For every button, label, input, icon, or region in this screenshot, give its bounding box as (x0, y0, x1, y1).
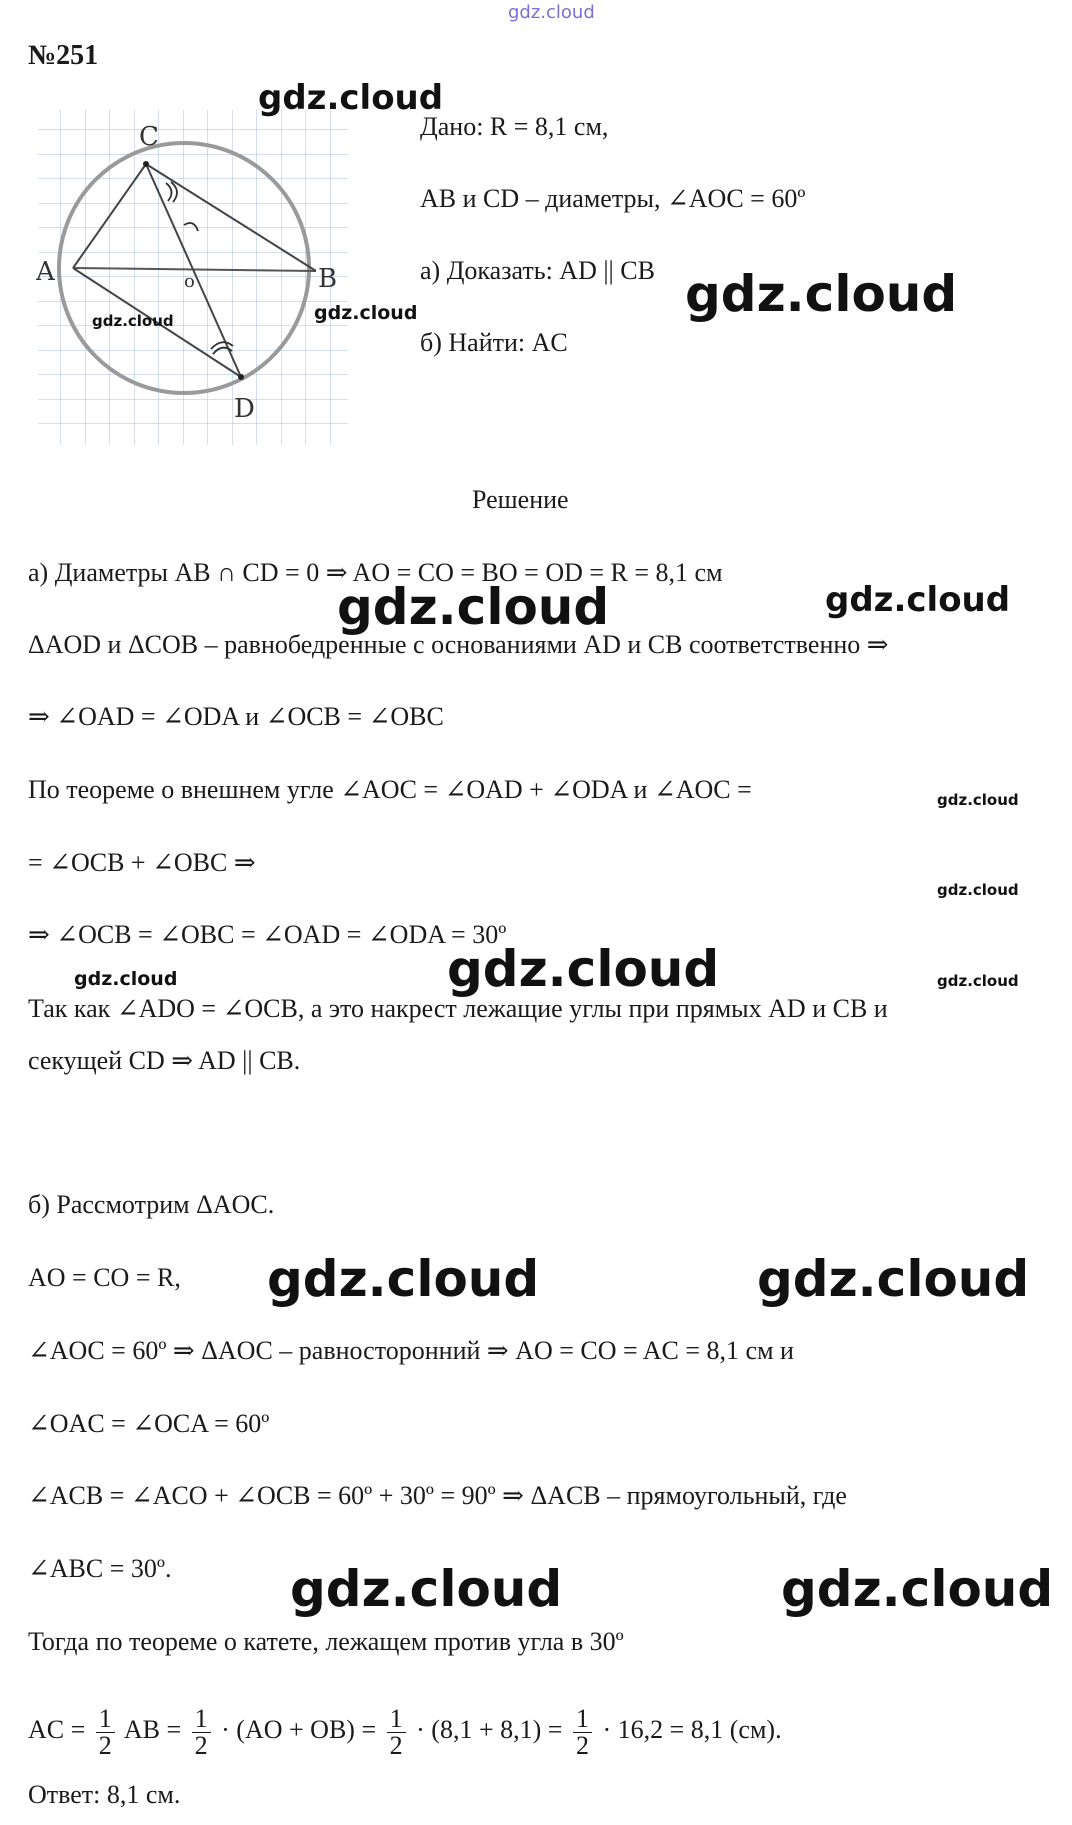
solution-heading: Решение (472, 485, 569, 514)
label-o: o (184, 271, 195, 292)
formula-part-3: · (AO + OB) = (214, 1715, 383, 1744)
watermark: gdz.cloud (258, 78, 444, 118)
part-a-line-3: ⇒ ∠OAD = ∠ODA и ∠OCB = ∠OBC (28, 702, 444, 731)
label-c: C (139, 122, 159, 152)
formula-part-2: AB = (118, 1715, 188, 1744)
watermark: gdz.cloud (937, 881, 1019, 899)
formula-part-4: · (8,1 + 8,1) = (409, 1715, 569, 1744)
watermark: gdz.cloud (290, 1560, 563, 1618)
point-d (238, 374, 244, 380)
part-b-line-1: б) Рассмотрим ΔAOC. (28, 1190, 275, 1219)
given-line-2: AB и CD – диаметры, ∠AOC = 60º (420, 184, 806, 213)
watermark: gdz.cloud (92, 312, 174, 330)
fraction-4 (573, 1703, 592, 1760)
watermark: gdz.cloud (314, 302, 418, 324)
part-b-line-2: AO = CO = R, (28, 1263, 181, 1292)
part-b-line-5: ∠ACB = ∠ACO + ∠OCB = 60º + 30º = 90º ⇒ ΔACB – прямоугольный, где (28, 1481, 847, 1510)
watermark: gdz.cloud (74, 968, 178, 990)
watermark-top: gdz.cloud (508, 2, 595, 23)
geometry-figure (36, 105, 354, 450)
given-line-3: а) Доказать: AD || CB (420, 256, 655, 285)
label-b: B (318, 264, 338, 294)
fraction-1 (96, 1703, 115, 1760)
watermark: gdz.cloud (337, 578, 610, 636)
problem-number: №251 (28, 40, 99, 71)
watermark: gdz.cloud (937, 972, 1019, 990)
part-a-line-5: = ∠OCB + ∠OBC ⇒ (28, 848, 256, 877)
fraction-2-den: 2 (194, 1730, 208, 1760)
watermark: gdz.cloud (267, 1250, 540, 1308)
fraction-2 (192, 1703, 211, 1760)
fraction-2-num: 1 (192, 1706, 211, 1733)
fraction-1-num: 1 (96, 1706, 115, 1733)
watermark: gdz.cloud (825, 580, 1011, 620)
watermark: gdz.cloud (757, 1250, 1030, 1308)
part-b-line-4: ∠OAC = ∠OCA = 60º (28, 1409, 270, 1438)
part-a-line-8: секущей CD ⇒ AD || CB. (28, 1046, 301, 1075)
formula-ac (28, 1700, 782, 1760)
part-b-line-6: ∠ABC = 30º. (28, 1554, 172, 1583)
watermark: gdz.cloud (685, 265, 958, 323)
part-b-line-7: Тогда по теореме о катете, лежащем против угла в 30º (28, 1627, 624, 1656)
fraction-1-den: 2 (98, 1730, 112, 1760)
label-a: A (36, 257, 55, 287)
watermark: gdz.cloud (781, 1560, 1054, 1618)
formula-part-5: · 16,2 = 8,1 (см). (595, 1715, 782, 1744)
given-line-4: б) Найти: AC (420, 328, 568, 357)
part-a-line-6: ⇒ ∠OCB = ∠OBC = ∠OAD = ∠ODA = 30º (28, 920, 507, 949)
part-b-line-3: ∠AOC = 60º ⇒ ΔAOC – равносторонний ⇒ AO = CO = AC = 8,1 см и (28, 1336, 794, 1365)
given-line-1: Дано: R = 8,1 см, (420, 112, 609, 141)
label-d: D (234, 394, 255, 424)
fraction-3 (387, 1703, 406, 1760)
part-a-line-7: Так как ∠ADO = ∠OCB, а это накрест лежащие углы при прямых AD и CB и (28, 994, 888, 1023)
watermark: gdz.cloud (937, 791, 1019, 809)
part-a-line-2: ΔAOD и ΔCOB – равнобедренные с основаниями AD и CB соответственно ⇒ (28, 630, 889, 659)
point-c (143, 161, 149, 167)
fraction-4-num: 1 (573, 1706, 592, 1733)
fraction-3-num: 1 (387, 1706, 406, 1733)
watermark: gdz.cloud (447, 940, 720, 998)
fraction-4-den: 2 (575, 1730, 589, 1760)
formula-part-1: AC = (28, 1715, 92, 1744)
answer: Ответ: 8,1 см. (28, 1780, 181, 1809)
fraction-3-den: 2 (389, 1730, 403, 1760)
part-a-line-4: По теореме о внешнем угле ∠AOC = ∠OAD + ∠ODA и ∠AOC = (28, 775, 752, 804)
part-a-line-1: а) Диаметры AB ∩ CD = 0 ⇒ AO = CO = BO = OD = R = 8,1 см (28, 558, 723, 587)
